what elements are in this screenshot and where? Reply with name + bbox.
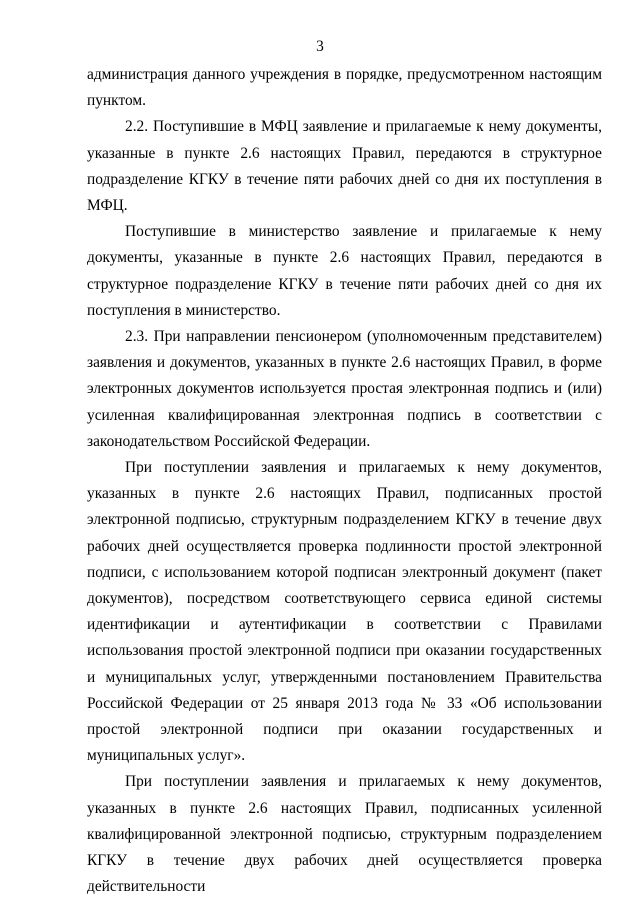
paragraph-ministry-documents: Поступившие в министерство заявление и прилагаемые к нему документы, указанные в пункте 2.6 настоящих Правил, передаются в структурное подразделение КГКУ в течение пяти рабочих дней со дня их поступления в министерство. bbox=[87, 223, 602, 319]
paragraph-continuation: администрация данного учреждения в порядке, предусмотренном настоящим пунктом. bbox=[87, 66, 602, 110]
paragraph-2-3: 2.3. При направлении пенсионером (уполномоченным представителем) заявления и документов, указанных в пункте 2.6 настоящих Правил, в форме электронных документов используется простая электронная подпись и (или) усиленная квалифицированная электронная подпись в соответствии с законодательством Российской Федерации. bbox=[87, 328, 602, 450]
page-number: 3 bbox=[316, 38, 324, 55]
paragraph-simple-signature-check: При поступлении заявления и прилагаемых к нему документов, указанных в пункте 2.6 настоящих Правил, подписанных простой электронной подписью, структурным подразделением КГКУ в течение двух рабочих дней осуществляется проверка подлинности простой электронной подписи, с использованием которой подписан электронный документ (пакет документов), посредством соответствующего сервиса единой системы идентификации и аутентификации в соответствии с Правилами использования простой электронной подписи при оказании государственных и муниципальных услуг, утвержденными постановлением Правительства Российской Федерации от 25 января 2013 года № 33 «Об использовании простой электронной подписи при оказании государственных и муниципальных услуг». bbox=[87, 459, 602, 765]
paragraph-2-2: 2.2. Поступившие в МФЦ заявление и прилагаемые к нему документы, указанные в пункте 2.6 настоящих Правил, передаются в структурное подразделение КГКУ в течение пяти рабочих дней со дня их поступления в МФЦ. bbox=[87, 118, 602, 215]
document-body bbox=[87, 62, 602, 901]
paragraph-qualified-signature-check: При поступлении заявления и прилагаемых к нему документов, указанных в пункте 2.6 настоящих Правил, подписанных усиленной квалифицированной электронной подписью, структурным подразделением КГКУ в течение двух рабочих дней осуществляется проверка действительности bbox=[87, 773, 602, 896]
